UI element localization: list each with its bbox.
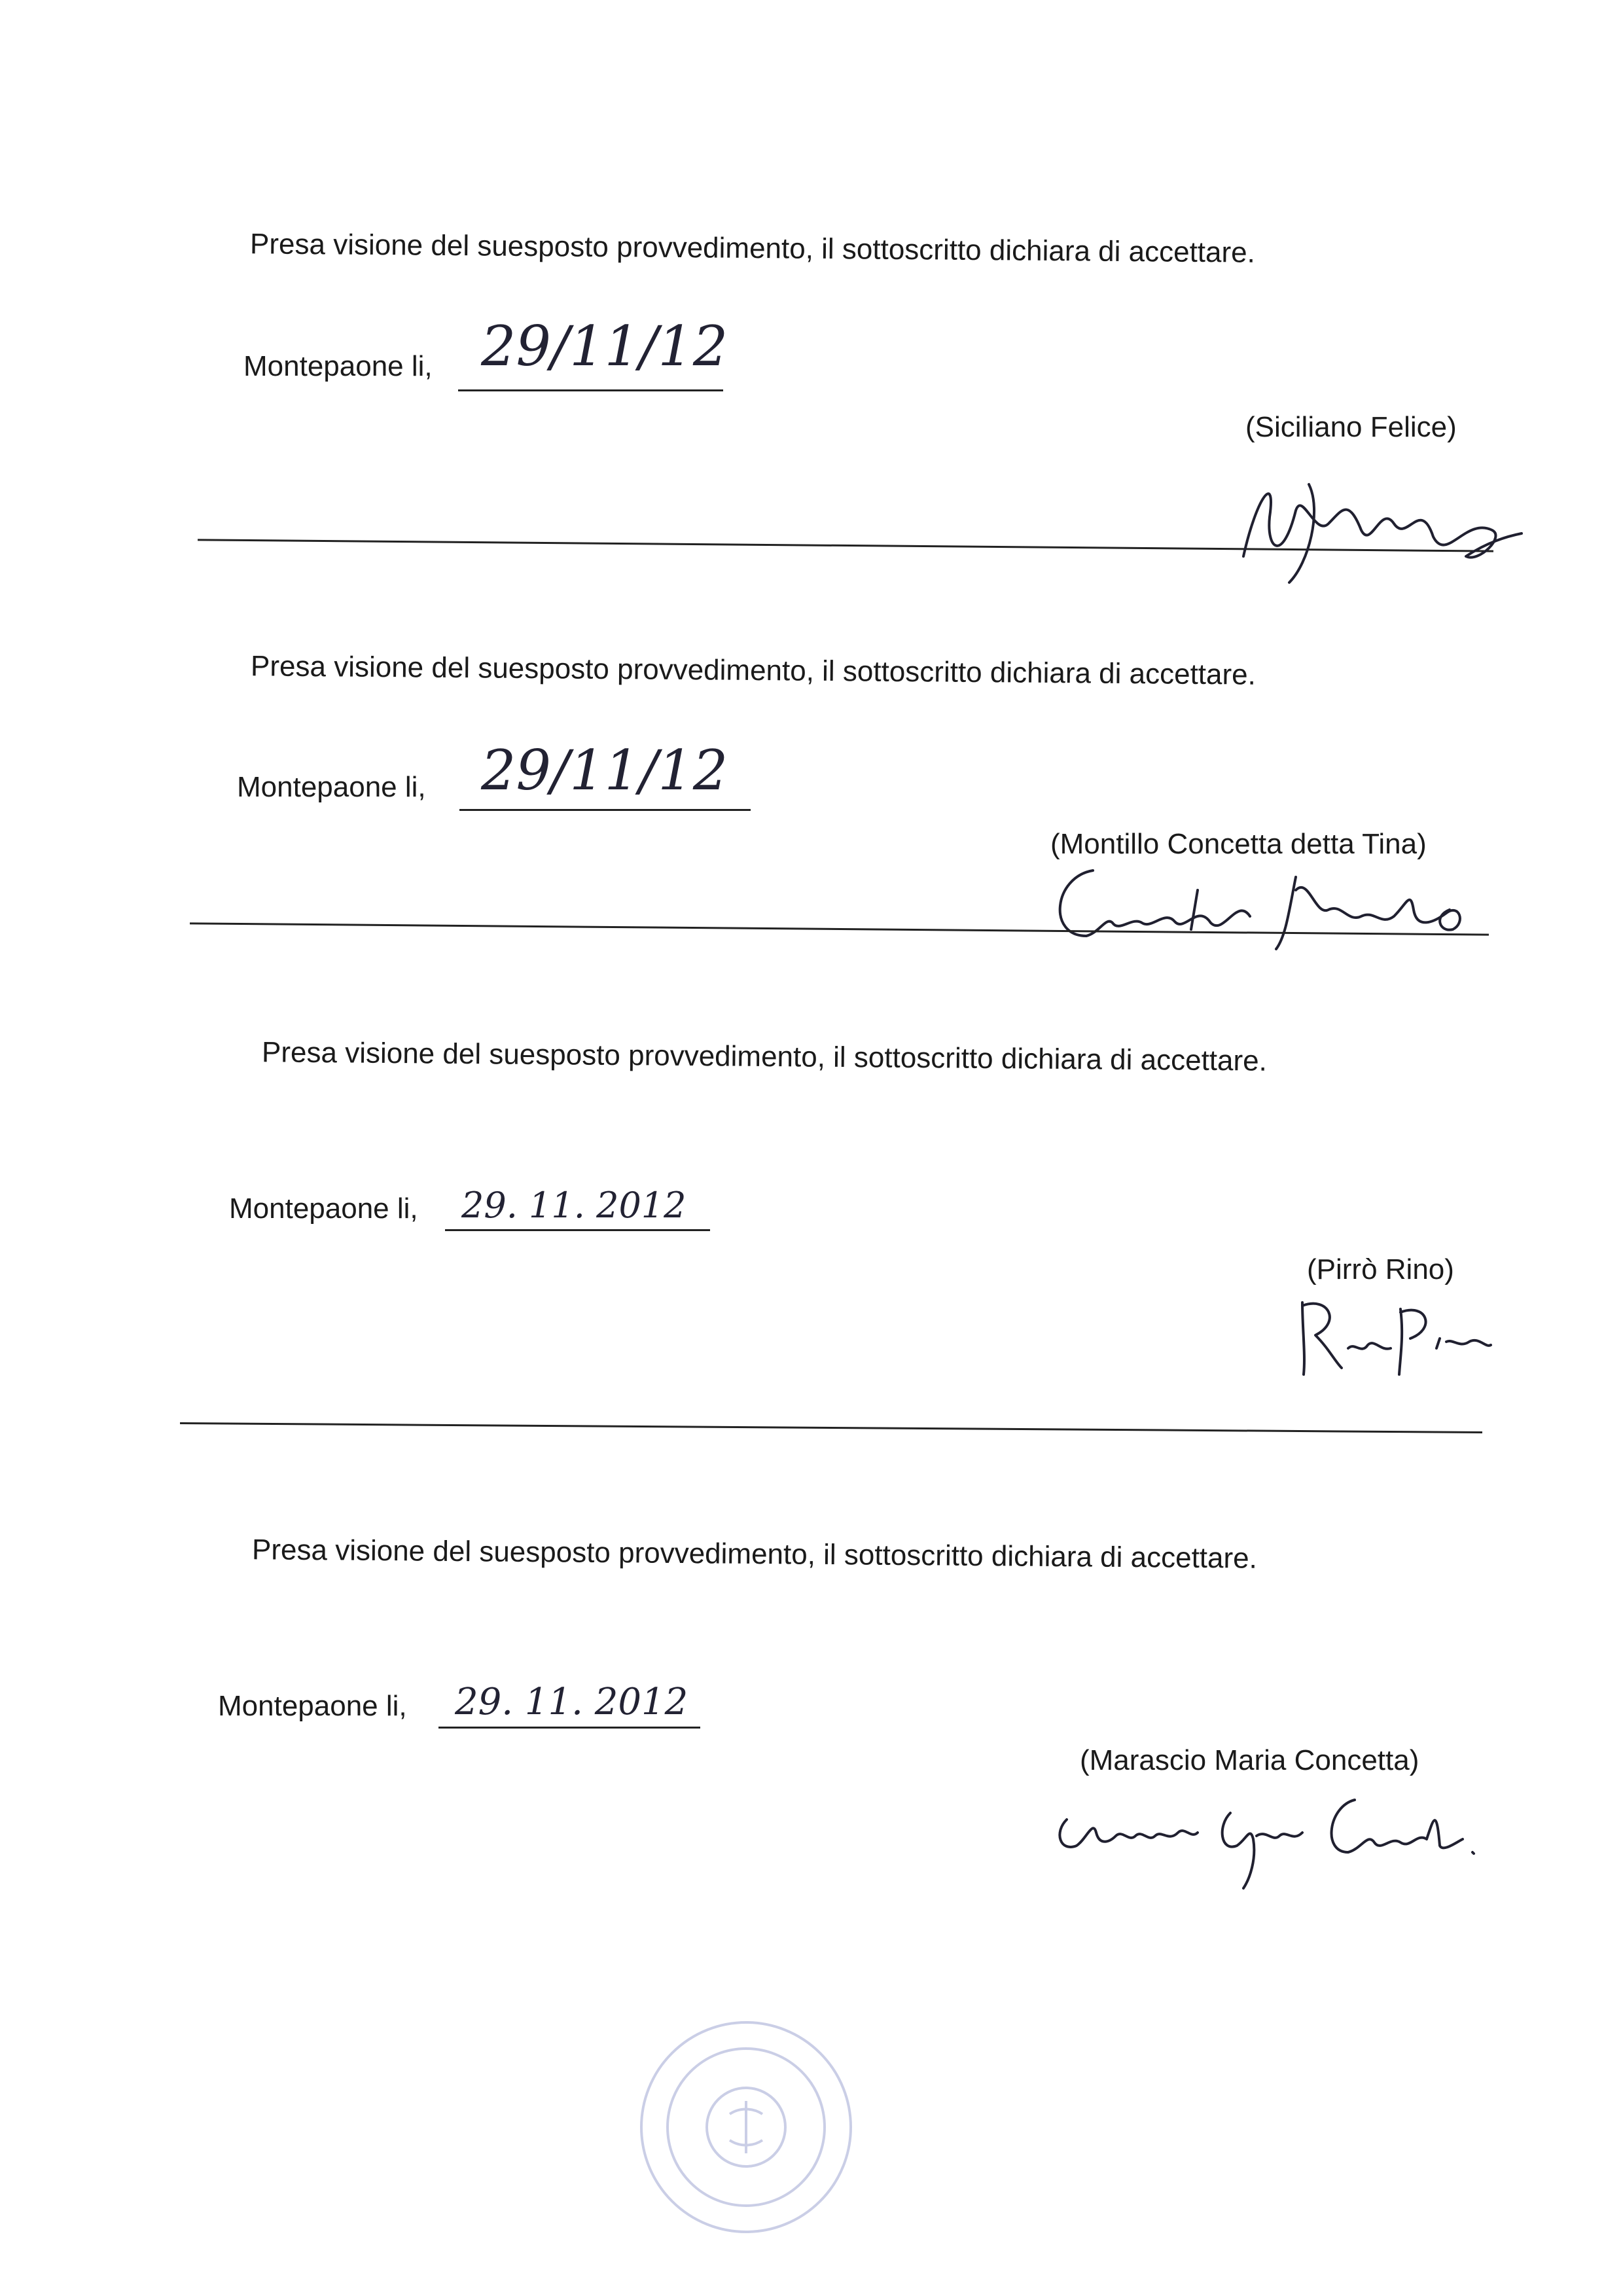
place-date-label-4: Montepaone li, xyxy=(218,1690,407,1722)
handwritten-date-4: 29. 11. 2012 xyxy=(455,1681,688,1723)
signature-4 xyxy=(1047,1780,1479,1892)
handwritten-date-3: 29. 11. 2012 xyxy=(461,1185,687,1226)
signatory-name-1: (Siciliano Felice) xyxy=(1245,411,1457,443)
place-date-label-2: Montepaone li, xyxy=(237,771,426,803)
acceptance-statement-2: Presa visione del suesposto provvedimento, il sottoscritto dichiara di accettare. xyxy=(250,650,1257,691)
acceptance-statement-3: Presa visione del suesposto provvedimento, il sottoscritto dichiara di accettare. xyxy=(261,1036,1268,1077)
signature-3 xyxy=(1296,1283,1492,1381)
signature-1 xyxy=(1230,458,1525,589)
official-seal-icon xyxy=(632,2016,861,2238)
date-line-1 xyxy=(458,389,723,391)
acceptance-statement-1: Presa visione del suesposto provvedimento, il sottoscritto dichiara di accettare. xyxy=(249,228,1256,269)
date-line-4 xyxy=(438,1727,700,1729)
signatory-name-3: (Pirrò Rino) xyxy=(1307,1253,1454,1285)
handwritten-date-2: 29/11/12 xyxy=(481,738,728,802)
signature-2 xyxy=(1041,851,1472,956)
acceptance-statement-4: Presa visione del suesposto provvedimento, il sottoscritto dichiara di accettare. xyxy=(251,1534,1258,1575)
date-line-2 xyxy=(459,809,751,811)
separator-line-3 xyxy=(180,1422,1482,1433)
signatory-name-2: (Montillo Concetta detta Tina) xyxy=(1050,828,1427,860)
place-date-label-1: Montepaone li, xyxy=(243,350,433,382)
place-date-label-3: Montepaone li, xyxy=(229,1193,418,1225)
handwritten-date-1: 29/11/12 xyxy=(481,314,728,378)
signatory-name-4: (Marascio Maria Concetta) xyxy=(1080,1744,1419,1776)
date-line-3 xyxy=(445,1229,710,1231)
